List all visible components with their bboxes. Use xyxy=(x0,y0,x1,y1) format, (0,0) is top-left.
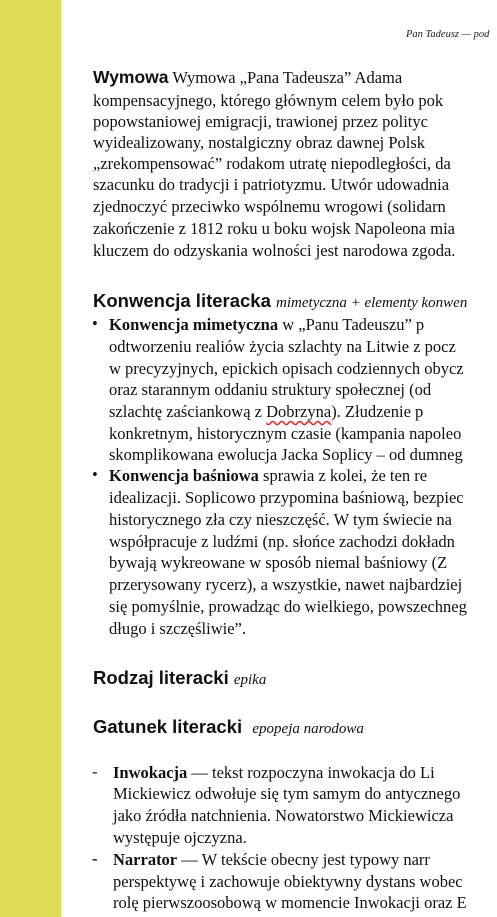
basniowa-line-4: współpracuje z ludźmi (np. słońce zachodzi dokładn xyxy=(109,532,455,551)
mimetyczna-line-5: szlachtę zaściankową z Dobrzyna). Złudzenie p xyxy=(109,402,424,421)
margin-stripe xyxy=(0,0,61,917)
basniowa-line-5: bywają wykreowane w sposób niemal baśniowy (Z xyxy=(109,553,448,572)
wymowa-line-7: zjednoczyć przeciwko wspólnemu wrogowi (solidarn xyxy=(93,197,446,216)
basniowa-line-2: idealizacji. Soplicowo przypomina baśniową, bezpiec xyxy=(109,488,464,507)
mimetyczna-line-4: oraz starannym oddaniu struktury społecznej (od xyxy=(109,380,432,399)
inwokacja-line-1: Inwokacja — tekst rozpoczyna inwokacja do Li xyxy=(113,763,435,782)
basniowa-line-1: Konwencja baśniowa sprawia z kolei, że ten re xyxy=(109,466,428,485)
running-header: Pan Tadeusz — pod xyxy=(406,29,490,40)
spellcheck-word: Dobrzyna xyxy=(266,402,332,421)
basniowa-line-7: się pomyślnie, prowadząc do wielkiego, powszechneg xyxy=(109,597,467,616)
wymowa-line-9: kluczem do odzyskania wolności jest narodowa zgoda. xyxy=(93,241,456,260)
basniowa-line-3: historycznego zła czy nieszczęść. W tym świecie na xyxy=(109,510,452,529)
wymowa-line-1: Wymowa Wymowa „Pana Tadeusza” Adama xyxy=(93,67,403,87)
wymowa-line-6: szacunku do tradycji i patriotyzmu. Utwór udowadnia xyxy=(93,175,450,194)
wymowa-line-4: wyidealizowany, nostalgiczny obraz dawnej Polsk xyxy=(93,133,426,152)
basniowa-label: Konwencja baśniowa xyxy=(109,466,259,485)
document-page xyxy=(61,0,497,917)
mimetyczna-line-3: w precyzyjnych, epickich opisach codziennych obycz xyxy=(109,359,464,378)
inwokacja-line-3: jako źródła natchnienia. Nowatorstwo Mickiewicza xyxy=(113,806,454,825)
wymowa-line-5: „zrekompensować” rodakom utratę niepodległości, da xyxy=(93,154,451,173)
dash-inwokacja: - xyxy=(92,762,98,781)
inwokacja-label: Inwokacja xyxy=(113,763,188,782)
basniowa-line-8: długo i szczęśliwie”. xyxy=(109,619,246,638)
basniowa-line-6: przerysowany rycerz), a wszystkie, nawet najbardziej xyxy=(109,575,463,594)
inwokacja-line-2: Mickiewicz odwołuje się tym samym do antycznego xyxy=(113,784,461,803)
inwokacja-line-4: występuje ojczyzna. xyxy=(113,828,247,847)
rodzaj-heading: Rodzaj literacki epika xyxy=(93,667,267,688)
konwencja-subtitle: mimetyczna + elementy konwen xyxy=(276,295,468,311)
wymowa-line-8: zakończenie z 1812 roku u boku wojsk Napoleona mia xyxy=(93,219,455,238)
narrator-line-2: perspektywę i zachowuje obiektywny dystans wobec xyxy=(113,872,463,891)
konwencja-heading: Konwencja literacka mimetyczna + elementy konwen xyxy=(93,290,468,311)
gatunek-value: epopeja narodowa xyxy=(252,721,364,737)
rodzaj-value: epika xyxy=(233,672,267,688)
wymowa-line-3: popowstaniowej emigracji, trawionej przez polityc xyxy=(93,112,428,131)
mimetyczna-label: Konwencja mimetyczna xyxy=(109,315,279,334)
narrator-line-3: rolę pierwszoosobową w momencie Inwokacji oraz E xyxy=(113,893,467,912)
dash-narrator: - xyxy=(92,849,98,868)
mimetyczna-line-2: odtworzeniu realiów życia szlachty na Litwie z pocz xyxy=(109,337,456,356)
mimetyczna-line-1: Konwencja mimetyczna w „Panu Tadeuszu” p xyxy=(109,315,425,334)
narrator-label: Narrator xyxy=(113,850,178,869)
bullet-basniowa: • xyxy=(92,465,98,484)
mimetyczna-line-7: skomplikowana ewolucja Jacka Soplicy – od dumneg xyxy=(109,445,463,464)
mimetyczna-line-6: konkretnym, historycznym czasie (kampania napoleo xyxy=(109,424,462,443)
bullet-mimetyczna: • xyxy=(92,314,98,333)
gatunek-heading: Gatunek literacki epopeja narodowa xyxy=(93,716,364,737)
wymowa-line-2: kompensacyjnego, którego głównym celem było pok xyxy=(93,91,444,110)
wymowa-lead: Wymowa xyxy=(93,67,169,87)
narrator-line-1: Narrator — W tekście obecny jest typowy narr xyxy=(113,850,430,869)
